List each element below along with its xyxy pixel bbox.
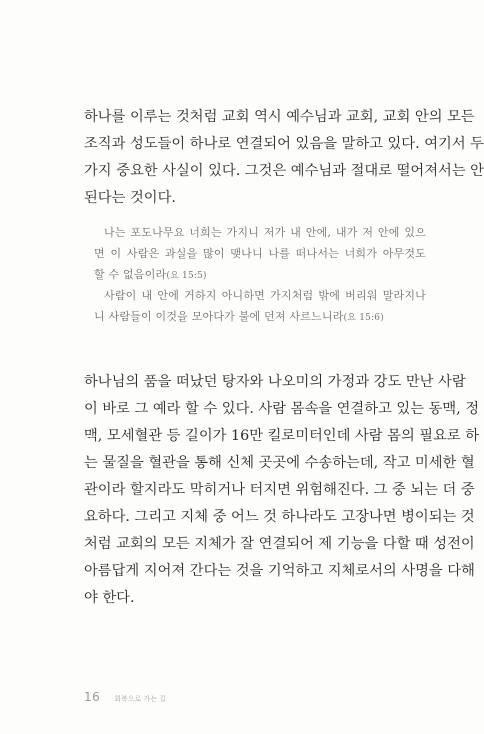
text-line: 가지 중요한 사실이 있다. 그것은 예수님과 절대로 떨어져서는 안: [84, 163, 484, 179]
text-line: 조직과 성도들이 하나로 연결되어 있음을 말하고 있다. 여기서 두: [84, 136, 484, 152]
text-line: 처럼 교회의 모든 지체가 잘 연결되어 제 기능을 다할 때 성전이: [84, 536, 475, 552]
text-line: 요하다. 그리고 지체 중 어느 것 하나라도 고장나면 병이되는 것: [84, 509, 475, 525]
text-line: 는 물질을 혈관을 통해 신체 곳곳에 수송하는데, 작고 미세한 혈: [84, 455, 475, 471]
text-line: 맥, 모세혈관 등 길이가 16만 킬로미터인데 사람 몸의 필요로 하: [84, 428, 480, 444]
quote-line-text: 할 수 없음이라: [94, 268, 167, 281]
quote-line: [94, 264, 426, 285]
body-paragraph-1: [84, 104, 484, 212]
text-line: 아름답게 지어져 간다는 것을 기억하고 지체로서의 사명을 다해: [84, 563, 475, 579]
text-line: 관이라 할지라도 막히거나 터지면 위험해진다. 그 중 뇌는 더 중: [84, 482, 475, 498]
running-title: 회복으로 가는 길: [114, 695, 167, 703]
scripture-reference: (요 15:6): [343, 313, 384, 323]
text-line: 야 한다.: [84, 590, 135, 606]
page-number: 16: [84, 690, 101, 704]
page-footer: [84, 690, 166, 706]
text-line: 된다는 것이다.: [84, 190, 176, 206]
scripture-quote: [94, 222, 426, 327]
quote-line: 나는 포도나무요 너희는 가지니 저가 내 안에, 내가 저 안에 있으: [104, 226, 426, 239]
quote-line: [94, 306, 426, 327]
text-line: 이 바로 그 예라 할 수 있다. 사람 몸속을 연결하고 있는 동맥, 정: [84, 401, 480, 417]
text-line: 하나님의 품을 떠났던 탕자와 나오미의 가정과 강도 만난 사람: [84, 374, 466, 390]
quote-line-text: 니 사람들이 이것을 모아다가 불에 던져 사르느니라: [94, 310, 344, 323]
quote-line: 면 이 사람은 과실을 많이 맺나니 나를 떠나서는 너희가 아무것도: [94, 247, 426, 260]
text-line: 하나를 이루는 것처럼 교회 역시 예수님과 교회, 교회 안의 모든: [84, 109, 475, 125]
scripture-reference: (요 15:5): [166, 271, 207, 281]
quote-line: 사람이 내 안에 거하지 아니하면 가지처럼 밖에 버리워 말라지나: [104, 289, 426, 302]
body-paragraph-2: [84, 369, 480, 612]
